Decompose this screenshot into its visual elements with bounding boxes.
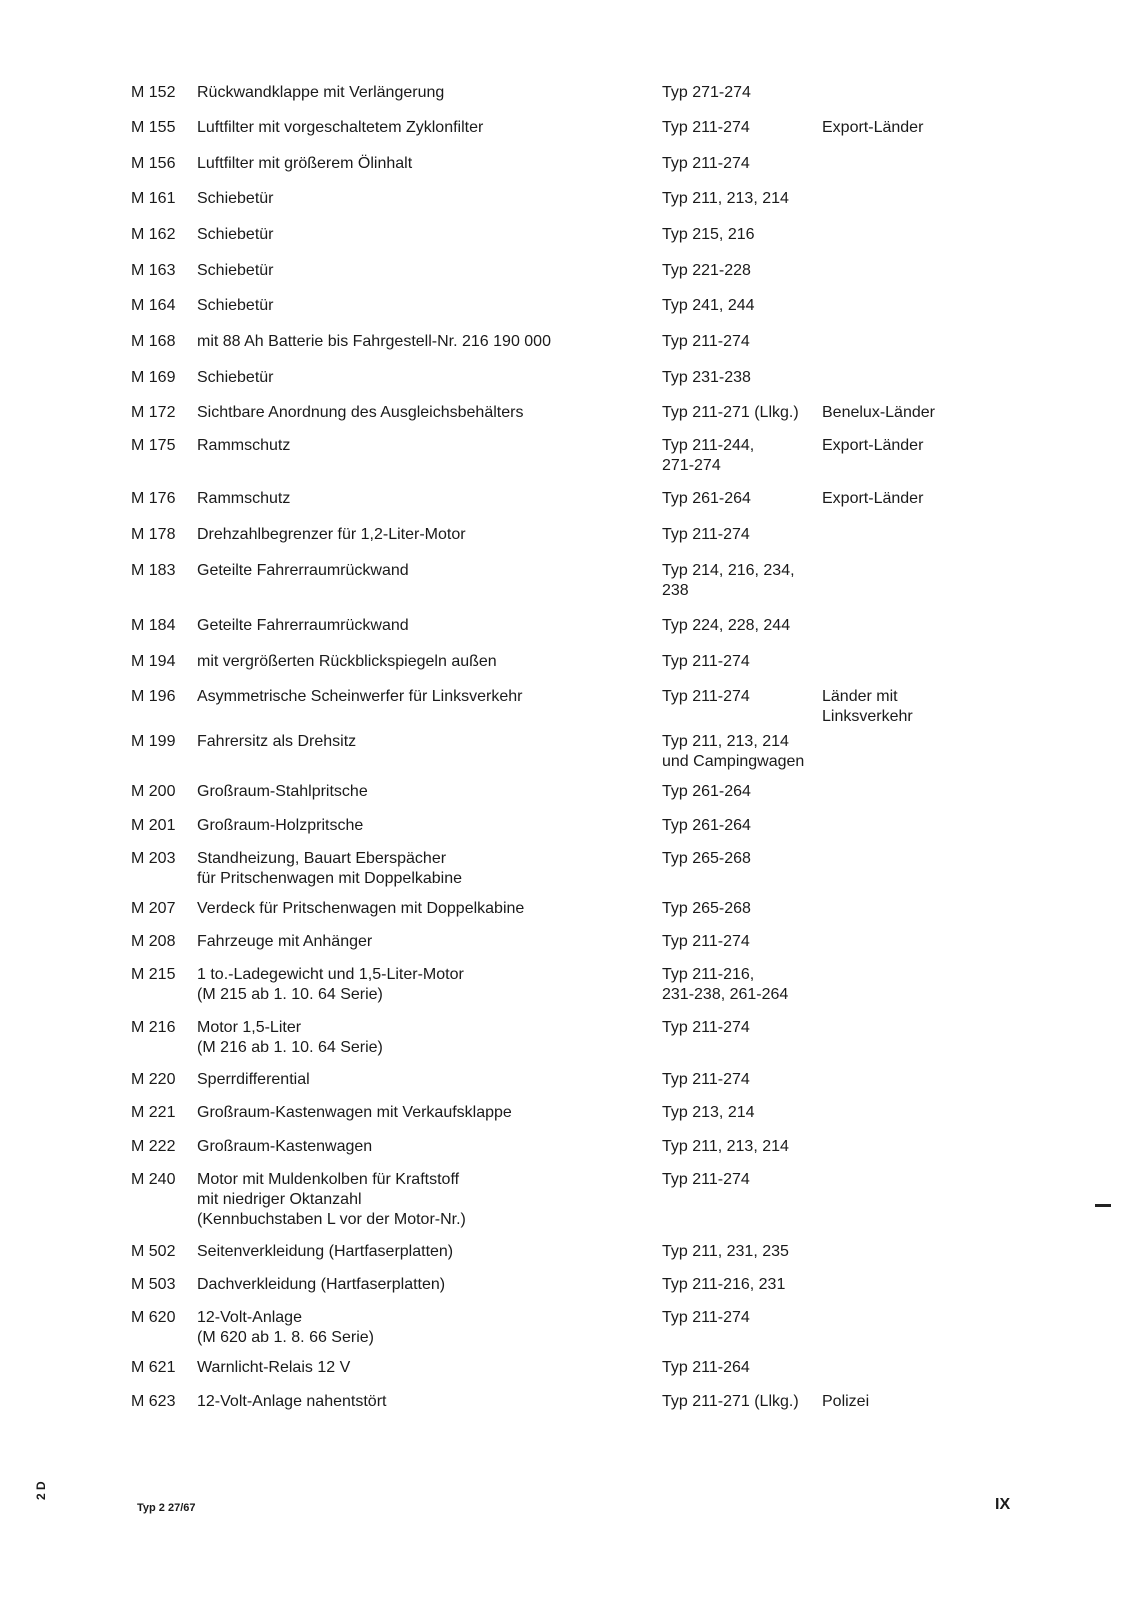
option-types: Typ 261-264 xyxy=(662,783,751,800)
option-types: Typ 211-274 xyxy=(662,155,750,172)
option-description: mit 88 Ah Batterie bis Fahrgestell-Nr. 216 190 000 xyxy=(197,333,551,350)
option-types: Typ 241, 244 xyxy=(662,297,755,314)
option-types: Typ 211-216, 231 xyxy=(662,1276,786,1293)
option-code: M 221 xyxy=(131,1104,176,1121)
option-code: M 184 xyxy=(131,617,176,634)
option-types: Typ 211-274 xyxy=(662,526,750,543)
option-code: M 155 xyxy=(131,119,176,136)
option-code: M 216 xyxy=(131,1019,176,1036)
option-description: Sperrdifferential xyxy=(197,1071,310,1088)
option-description: Fahrersitz als Drehsitz xyxy=(197,733,357,750)
edge-mark xyxy=(1095,1204,1111,1207)
option-description: Warnlicht-Relais 12 V xyxy=(197,1359,351,1376)
option-types: Typ 211-274 xyxy=(662,688,750,705)
option-types: Typ 265-268 xyxy=(662,850,751,867)
option-code: M 178 xyxy=(131,526,176,543)
option-code: M 503 xyxy=(131,1276,176,1293)
option-code: M 621 xyxy=(131,1359,176,1376)
footer-model-date: Typ 2 27/67 xyxy=(137,1502,196,1514)
option-code: M 162 xyxy=(131,226,176,243)
option-code: M 183 xyxy=(131,562,176,579)
option-description: Luftfilter mit vorgeschaltetem Zyklonfilter xyxy=(197,119,484,136)
option-code: M 220 xyxy=(131,1071,176,1088)
option-code: M 620 xyxy=(131,1309,176,1326)
option-code: M 199 xyxy=(131,733,176,750)
option-description: mit vergrößerten Rückblickspiegeln außen xyxy=(197,653,497,670)
option-description: Seitenverkleidung (Hartfaserplatten) xyxy=(197,1243,454,1260)
option-description: Standheizung, Bauart Eberspächer für Pritschenwagen mit Doppelkabine xyxy=(197,850,463,887)
option-code: M 222 xyxy=(131,1138,176,1155)
option-code: M 196 xyxy=(131,688,176,705)
option-description: Luftfilter mit größerem Ölinhalt xyxy=(197,155,413,172)
option-description: Schiebetür xyxy=(197,190,274,207)
option-description: Schiebetür xyxy=(197,297,274,314)
option-types: Typ 221-228 xyxy=(662,262,751,279)
option-types: Typ 211-271 (Llkg.) xyxy=(662,1393,799,1410)
option-note: Export-Länder xyxy=(822,119,924,136)
option-code: M 215 xyxy=(131,966,176,983)
option-description: Rückwandklappe mit Verlängerung xyxy=(197,84,445,101)
option-code: M 163 xyxy=(131,262,176,279)
option-description: Schiebetür xyxy=(197,369,274,386)
option-note: Benelux-Länder xyxy=(822,404,935,421)
option-description: 12-Volt-Anlage nahentstört xyxy=(197,1393,387,1410)
option-note: Länder mit Linksverkehr xyxy=(822,688,913,725)
option-description: Drehzahlbegrenzer für 1,2-Liter-Motor xyxy=(197,526,466,543)
option-code: M 152 xyxy=(131,84,176,101)
option-types: Typ 261-264 xyxy=(662,490,751,507)
option-code: M 623 xyxy=(131,1393,176,1410)
option-description: Großraum-Stahlpritsche xyxy=(197,783,368,800)
option-code: M 203 xyxy=(131,850,176,867)
option-types: Typ 211-244, 271-274 xyxy=(662,437,755,474)
option-description: Großraum-Kastenwagen mit Verkaufsklappe xyxy=(197,1104,512,1121)
option-note: Polizei xyxy=(822,1393,870,1410)
option-code: M 201 xyxy=(131,817,176,834)
option-types: Typ 211-274 xyxy=(662,333,750,350)
option-types: Typ 224, 228, 244 xyxy=(662,617,791,634)
option-types: Typ 211-274 xyxy=(662,933,750,950)
side-margin-mark: 2 D xyxy=(34,1481,48,1500)
page-number: IX xyxy=(995,1496,1011,1513)
option-description: Geteilte Fahrerraumrückwand xyxy=(197,562,409,579)
option-code: M 200 xyxy=(131,783,176,800)
option-description: Verdeck für Pritschenwagen mit Doppelkabine xyxy=(197,900,525,917)
option-types: Typ 211-216, 231-238, 261-264 xyxy=(662,966,789,1003)
option-description: 12-Volt-Anlage (M 620 ab 1. 8. 66 Serie) xyxy=(197,1309,374,1346)
option-description: Rammschutz xyxy=(197,490,291,507)
option-types: Typ 214, 216, 234, 238 xyxy=(662,562,795,599)
option-note: Export-Länder xyxy=(822,437,924,454)
option-description: Schiebetür xyxy=(197,226,274,243)
option-types: Typ 265-268 xyxy=(662,900,751,917)
option-types: Typ 215, 216 xyxy=(662,226,755,243)
option-types: Typ 271-274 xyxy=(662,84,751,101)
option-types: Typ 211-274 xyxy=(662,1309,750,1326)
option-description: Motor 1,5-Liter (M 216 ab 1. 10. 64 Serie) xyxy=(197,1019,383,1056)
option-note: Export-Länder xyxy=(822,490,924,507)
option-types: Typ 211-271 (Llkg.) xyxy=(662,404,799,421)
option-description: Asymmetrische Scheinwerfer für Linksverkehr xyxy=(197,688,523,705)
option-types: Typ 211, 213, 214 und Campingwagen xyxy=(662,733,805,770)
option-code: M 161 xyxy=(131,190,176,207)
option-types: Typ 211-274 xyxy=(662,1171,750,1188)
option-types: Typ 213, 214 xyxy=(662,1104,755,1121)
option-code: M 194 xyxy=(131,653,176,670)
option-code: M 207 xyxy=(131,900,176,917)
option-types: Typ 231-238 xyxy=(662,369,751,386)
option-description: Großraum-Holzpritsche xyxy=(197,817,364,834)
option-description: Schiebetür xyxy=(197,262,274,279)
option-types: Typ 211, 231, 235 xyxy=(662,1243,789,1260)
option-description: Fahrzeuge mit Anhänger xyxy=(197,933,373,950)
option-code: M 164 xyxy=(131,297,176,314)
option-description: Motor mit Muldenkolben für Kraftstoff mit niedriger Oktanzahl (Kennbuchstaben L vor der Motor-Nr.) xyxy=(197,1171,466,1228)
option-description: Geteilte Fahrerraumrückwand xyxy=(197,617,409,634)
option-description: Dachverkleidung (Hartfaserplatten) xyxy=(197,1276,446,1293)
option-code: M 502 xyxy=(131,1243,176,1260)
option-types: Typ 211-274 xyxy=(662,1071,750,1088)
option-types: Typ 211, 213, 214 xyxy=(662,1138,789,1155)
option-types: Typ 211, 213, 214 xyxy=(662,190,789,207)
option-code: M 240 xyxy=(131,1171,176,1188)
option-description: Großraum-Kastenwagen xyxy=(197,1138,373,1155)
option-code: M 176 xyxy=(131,490,176,507)
option-code: M 208 xyxy=(131,933,176,950)
option-code: M 175 xyxy=(131,437,176,454)
option-types: Typ 211-264 xyxy=(662,1359,750,1376)
option-code: M 156 xyxy=(131,155,176,172)
option-types: Typ 211-274 xyxy=(662,1019,750,1036)
option-types: Typ 211-274 xyxy=(662,653,750,670)
option-code: M 172 xyxy=(131,404,176,421)
option-description: Rammschutz xyxy=(197,437,291,454)
option-code: M 169 xyxy=(131,369,176,386)
option-description: 1 to.-Ladegewicht und 1,5-Liter-Motor (M 215 ab 1. 10. 64 Serie) xyxy=(197,966,464,1003)
option-code: M 168 xyxy=(131,333,176,350)
option-types: Typ 211-274 xyxy=(662,119,750,136)
option-types: Typ 261-264 xyxy=(662,817,751,834)
option-description: Sichtbare Anordnung des Ausgleichsbehälters xyxy=(197,404,524,421)
